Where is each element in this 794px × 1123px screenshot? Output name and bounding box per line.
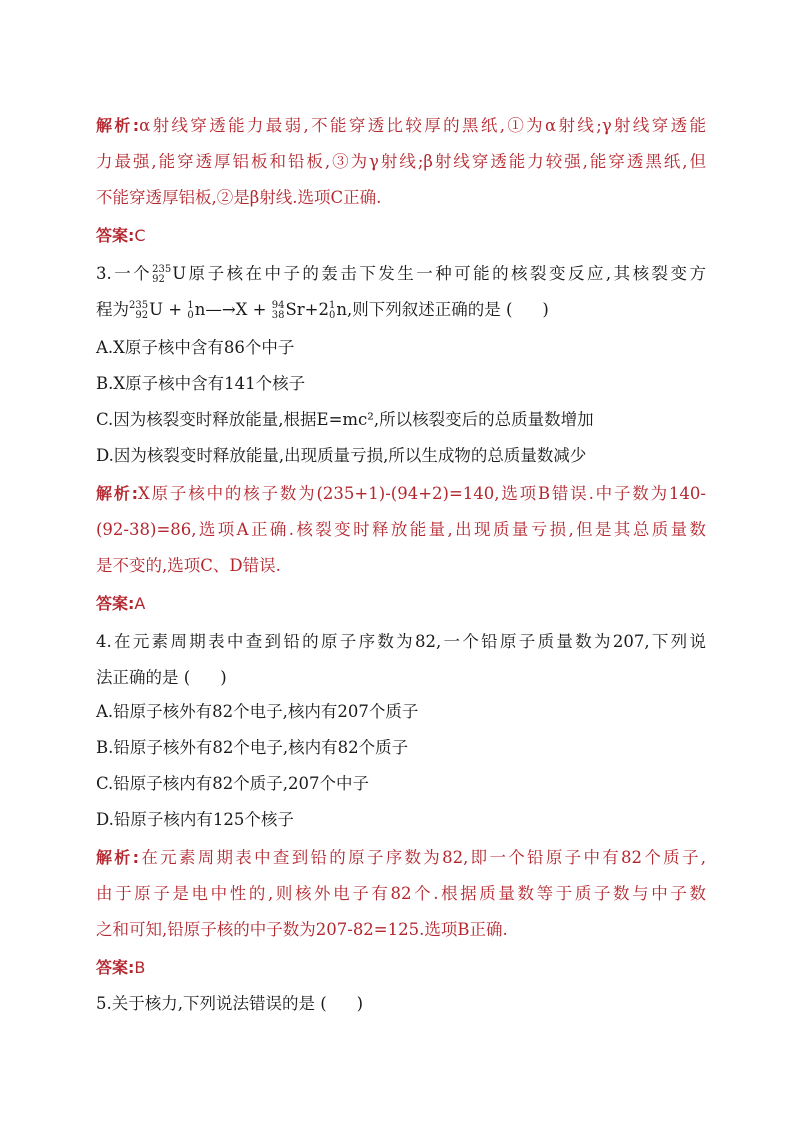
analysis-line: 是不变的,选项C、D错误. <box>96 556 281 575</box>
option-b: B.X原子核中含有141个核子 <box>96 374 306 393</box>
analysis-line: 由于原子是电中性的,则核外电子有82个.根据质量数等于质子数与中子数 <box>96 884 706 903</box>
question-line: 3.一个 235 92 U原子核在中子的轰击下发生一种可能的核裂变反应,其核裂变方 <box>96 263 706 285</box>
question-line: 法正确的是 ( ) <box>96 668 227 687</box>
analysis-line: 解析:X原子核中的核子数为(235+1)-(94+2)=140,选项B错误.中子数为140- <box>96 484 706 503</box>
q4-options <box>96 694 706 838</box>
option-d: D.铅原子核内有125个核子 <box>96 810 294 829</box>
analysis-line: 不能穿透厚铝板,②是β射线.选项C正确. <box>96 188 382 207</box>
question-line: 程为 235 92 U + 1 0 n—→X + 94 38 Sr+2 1 0 n,则下列叙述正确的是 ( ) <box>96 299 549 321</box>
q4-analysis <box>96 840 706 948</box>
nuclide-sr: 94 38 <box>271 299 285 321</box>
q3-options <box>96 330 706 474</box>
analysis-line: 解析:在元素周期表中查到铅的原子序数为82,即一个铅原子中有82个质子, <box>96 848 706 867</box>
analysis-label: 解析: <box>96 116 140 135</box>
option-b: B.铅原子核外有82个电子,核内有82个质子 <box>96 738 409 757</box>
option-c: C.因为核裂变时释放能量,根据E=mc²,所以核裂变后的总质量数增加 <box>96 410 594 429</box>
answer-label: 答案: <box>96 226 135 245</box>
nuclide-u: 235 92 <box>152 263 172 285</box>
nuclide-n: 1 0 <box>328 299 336 321</box>
question-line: 4.在元素周期表中查到铅的原子序数为82,一个铅原子质量数为207,下列说 <box>96 632 706 651</box>
option-c: C.铅原子核内有82个质子,207个中子 <box>96 774 370 793</box>
nuclide-u: 235 92 <box>129 299 149 321</box>
analysis-line: 解析:α射线穿透能力最弱,不能穿透比较厚的黑纸,①为α射线;γ射线穿透能 <box>96 116 706 135</box>
q5-stem <box>96 986 706 1022</box>
answer-value: A <box>134 594 146 613</box>
q4-answer <box>96 950 706 986</box>
option-a: A.X原子核中含有86个中子 <box>96 338 295 357</box>
nuclide-n: 1 0 <box>187 299 194 321</box>
q3-analysis <box>96 476 706 584</box>
q2-analysis <box>96 108 706 216</box>
q4-stem <box>96 624 706 696</box>
answer-value: B <box>134 958 146 977</box>
q2-answer <box>96 218 706 254</box>
q3-stem <box>96 256 706 328</box>
analysis-line: 力最强,能穿透厚铝板和铅板,③为γ射线;β射线穿透能力较强,能穿透黑纸,但 <box>96 152 706 171</box>
analysis-line: (92-38)=86,选项A正确.核裂变时释放能量,出现质量亏损,但是其总质量数 <box>96 520 706 539</box>
q3-answer <box>96 586 706 622</box>
option-d: D.因为核裂变时释放能量,出现质量亏损,所以生成物的总质量数减少 <box>96 446 587 465</box>
answer-value: C <box>134 226 146 245</box>
analysis-line: 之和可知,铅原子核的中子数为207-82=125.选项B正确. <box>96 920 508 939</box>
answer-label: 答案: <box>96 958 135 977</box>
analysis-label: 解析: <box>96 484 139 503</box>
question-line: 5.关于核力,下列说法错误的是 ( ) <box>96 994 364 1013</box>
analysis-label: 解析: <box>96 848 139 867</box>
option-a: A.铅原子核外有82个电子,核内有207个质子 <box>96 702 419 721</box>
answer-label: 答案: <box>96 594 135 613</box>
